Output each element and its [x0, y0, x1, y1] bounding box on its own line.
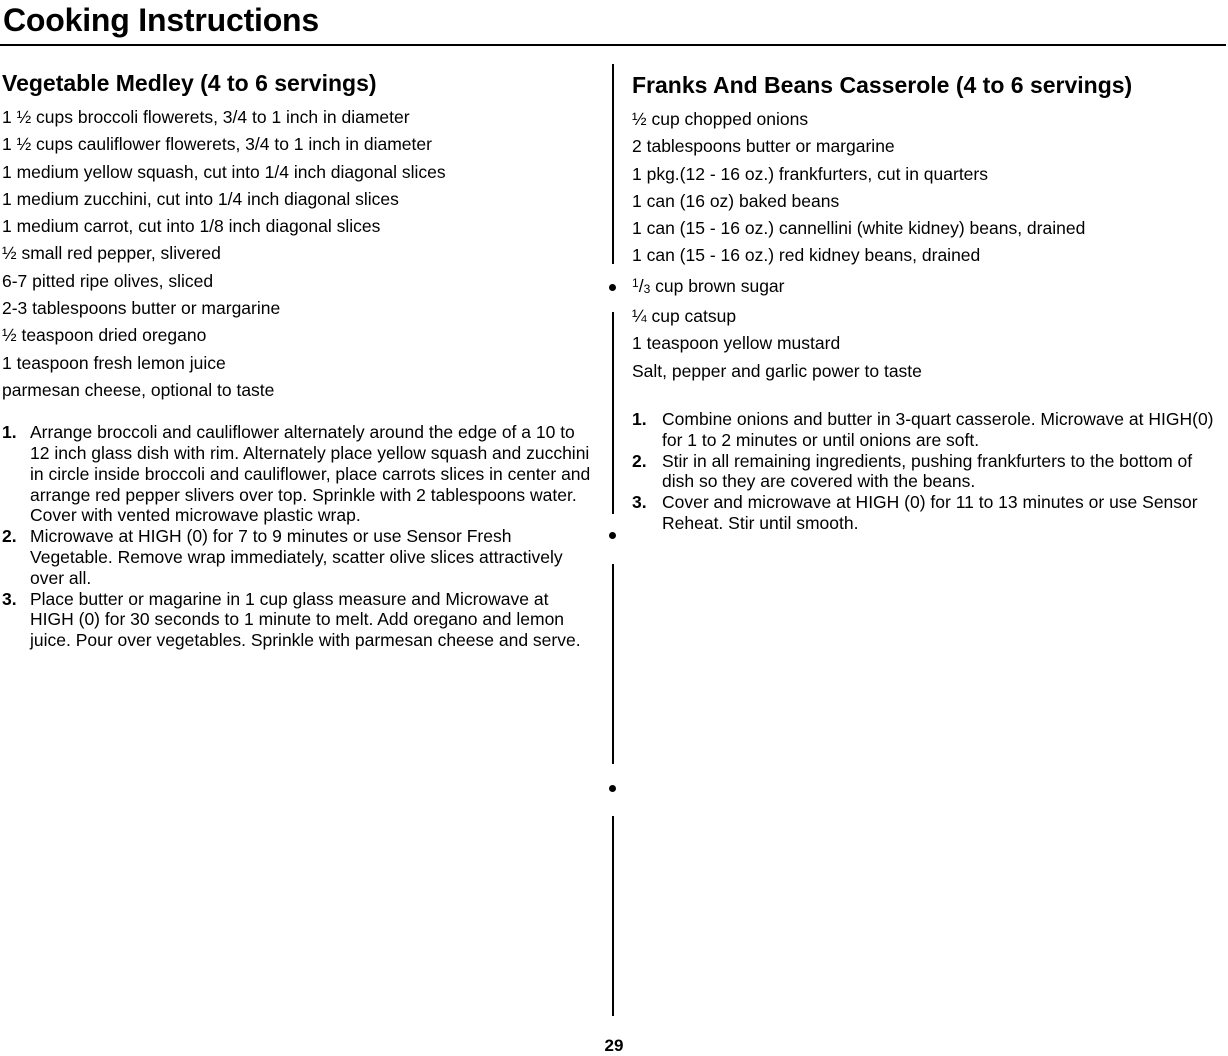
- step-number: 1.: [2, 422, 17, 443]
- step-number: 2.: [2, 526, 17, 547]
- ingredient-item: 2-3 tablespoons butter or margarine: [2, 298, 281, 319]
- ingredient-item: 6-7 pitted ripe olives, sliced: [2, 270, 214, 291]
- step-item: [2, 422, 594, 526]
- ingredient-text: cup brown sugar: [650, 275, 785, 296]
- step-number: 3.: [632, 492, 647, 513]
- ingredient-item: parmesan cheese, optional to taste: [2, 379, 275, 400]
- step-item: [2, 526, 594, 588]
- ingredient-item: Salt, pepper and garlic power to taste: [632, 360, 922, 381]
- fraction-numerator: 1: [632, 275, 639, 290]
- step-number: 3.: [2, 588, 17, 609]
- ingredient-item: 1 medium carrot, cut into 1/8 inch diagonal slices: [2, 216, 381, 237]
- ingredient-item: ½ teaspoon dried oregano: [2, 325, 207, 346]
- ingredient-item: 1 medium zucchini, cut into 1/4 inch diagonal slices: [2, 188, 399, 209]
- step-item: [632, 451, 1226, 493]
- step-item: [632, 409, 1226, 451]
- ingredient-item: 1 ½ cups broccoli flowerets, 3/4 to 1 inch in diameter: [2, 107, 410, 127]
- step-number: 1.: [632, 408, 647, 429]
- fraction-denominator: 3: [643, 281, 651, 296]
- ingredient-item: 1 ½ cups cauliflower flowerets, 3/4 to 1 inch in diameter: [2, 134, 432, 155]
- vegetable-medley-recipe: [2, 68, 594, 651]
- step-text: Arrange broccoli and cauliflower alternately around the edge of a 10 to 12 inch glass dish with rim. Alternately place yellow squash and zucchini in circle inside broccoli and cauliflower, place carrots slices in center and arrange red pepper slivers over top. Sprinkle with 2 tablespoons water. Cover with vented microwave plastic wrap.: [30, 422, 591, 526]
- fraction-slash: /: [638, 275, 644, 296]
- column-divider-dot: [609, 785, 616, 792]
- ingredient-item: 1 can (15 - 16 oz.) red kidney beans, drained: [632, 245, 981, 266]
- recipe-title-franks-and-beans: Franks And Beans Casserole (4 to 6 servings): [632, 72, 1133, 98]
- step-list: [632, 409, 1226, 534]
- ingredient-item: ¼ cup catsup: [632, 306, 737, 327]
- step-list: [2, 422, 594, 651]
- step-text: Combine onions and butter in 3-quart casserole. Microwave at HIGH(0) for 1 to 2 minutes or until onions are soft.: [662, 408, 1214, 450]
- ingredient-item: 1 medium yellow squash, cut into 1/4 inch diagonal slices: [2, 161, 446, 182]
- ingredient-item: ½ small red pepper, slivered: [2, 243, 221, 264]
- column-divider-segment: [612, 312, 614, 514]
- page-number: 29: [604, 1036, 624, 1055]
- ingredient-item: 1 teaspoon fresh lemon juice: [2, 352, 226, 373]
- ingredient-list: [632, 106, 1226, 385]
- step-item: [2, 589, 594, 651]
- page-title: Cooking Instructions: [3, 2, 320, 38]
- ingredient-item: 1 teaspoon yellow mustard: [632, 333, 841, 354]
- ingredient-item: ½ cup chopped onions: [632, 109, 809, 129]
- step-item: [632, 492, 1226, 534]
- ingredient-item-brown-sugar: [632, 270, 1226, 303]
- column-divider-segment: [612, 64, 614, 264]
- recipe-title-vegetable-medley: Vegetable Medley (4 to 6 servings): [2, 70, 377, 96]
- column-divider-dot: [609, 532, 616, 539]
- ingredient-item: 1 pkg.(12 - 16 oz.) frankfurters, cut in quarters: [632, 163, 988, 184]
- ingredient-item: 2 tablespoons butter or margarine: [632, 136, 895, 157]
- step-text: Stir in all remaining ingredients, pushing frankfurters to the bottom of dish so they are covered with the beans.: [662, 450, 1193, 492]
- column-divider-dot: [609, 284, 616, 291]
- title-rule: [0, 44, 1226, 46]
- ingredient-item: 1 can (16 oz) baked beans: [632, 190, 840, 211]
- franks-and-beans-recipe: [632, 70, 1226, 534]
- step-text: Place butter or magarine in 1 cup glass measure and Microwave at HIGH (0) for 30 seconds to 1 minute to melt. Add oregano and lemon juice. Pour over vegetables. Sprinkle with parmesan cheese and serve.: [30, 588, 581, 651]
- step-text: Cover and microwave at HIGH (0) for 11 to 13 minutes or use Sensor Reheat. Stir until smooth.: [662, 492, 1198, 533]
- step-text: Microwave at HIGH (0) for 7 to 9 minutes or use Sensor Fresh Vegetable. Remove wrap immediately, scatter olive slices attractively over all.: [30, 526, 563, 588]
- ingredient-item: 1 can (15 - 16 oz.) cannellini (white kidney) beans, drained: [632, 218, 1086, 239]
- ingredient-list: [2, 104, 594, 404]
- column-divider-segment: [612, 564, 614, 764]
- step-number: 2.: [632, 450, 647, 471]
- column-divider-segment: [612, 816, 614, 1016]
